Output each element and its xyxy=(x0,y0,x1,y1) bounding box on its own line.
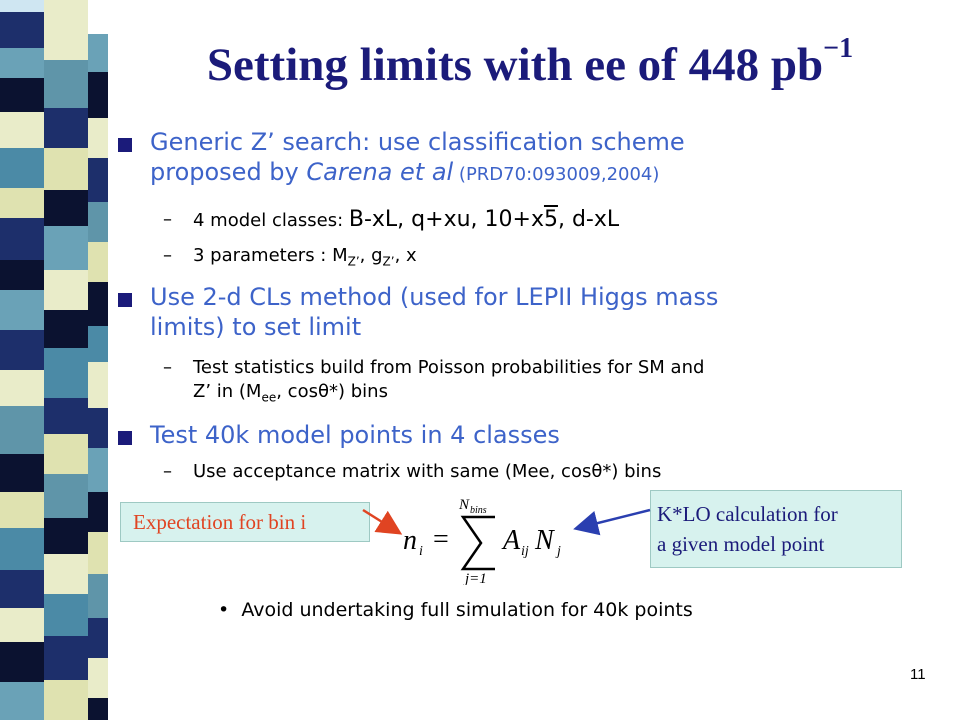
bullet-2-line-2: limits) to set limit xyxy=(150,313,362,341)
bullet-1-line-1: Generic Z’ search: use classification scheme xyxy=(150,128,685,156)
sub-bullet xyxy=(218,599,693,621)
callout-klo-line-2: a given model point xyxy=(657,532,825,556)
formula-A-sub: ij xyxy=(521,544,529,559)
sigma-icon xyxy=(463,517,495,569)
dot-bullet-icon: • xyxy=(218,599,230,621)
bullet-square-icon xyxy=(118,138,132,152)
decorative-stripe xyxy=(0,0,108,720)
formula-equals: = xyxy=(433,524,449,555)
bullet-3-line-1: Test 40k model points in 4 classes xyxy=(150,421,560,449)
formula-N: N xyxy=(535,525,554,556)
bullet-3-sub-1: – Use acceptance matrix with same (Mee, cosθ*) bins xyxy=(163,461,662,482)
slide-title xyxy=(130,33,930,92)
formula xyxy=(395,495,595,585)
bullet-square-icon xyxy=(118,293,132,307)
formula-upper: N xyxy=(459,497,470,513)
bullet-1-line-2: proposed by Carena et al (PRD70:093009,2004) xyxy=(150,158,660,186)
sub-bullet-text: Avoid undertaking full simulation for 40k points xyxy=(241,599,693,621)
callout-klo-line-1: K*LO calculation for xyxy=(657,502,838,526)
slide-title-exponent: −1 xyxy=(823,33,854,65)
dash-marker: – xyxy=(163,461,172,482)
formula-N-sub: j xyxy=(557,544,561,559)
formula-lhs-sub: i xyxy=(419,544,423,559)
callout-klo xyxy=(650,490,902,568)
bullet-1-sub-2: – 3 parameters : $M_{Z’}$, $g_{Z’}$, x xyxy=(163,245,417,269)
bullet-1 xyxy=(150,127,685,190)
bullet-2-line-1: Use 2-d CLs method (used for LEPII Higgs mass xyxy=(150,283,719,311)
bullet-2 xyxy=(150,282,718,342)
dash-marker: – xyxy=(163,209,172,230)
callout-expectation: Expectation for bin i xyxy=(120,502,370,542)
formula-upper-sub: bins xyxy=(470,505,487,516)
bullet-square-icon xyxy=(118,431,132,445)
dash-marker: – xyxy=(163,357,172,378)
formula-lower: j=1 xyxy=(465,571,487,585)
dash-marker: – xyxy=(163,245,172,266)
bullet-1-sub-1: – 4 model classes: B-xL, q+xu, 10+x5, d-xL xyxy=(163,207,620,232)
formula-lhs: n xyxy=(403,525,417,556)
bullet-3 xyxy=(150,420,560,450)
bullet-2-sub-1: – Test statistics build from Poisson probabilities for SM and Z’ in ($M_{ee}$, cosθ*) bins xyxy=(163,357,705,405)
page-number: 11 xyxy=(910,666,926,683)
formula-A: A xyxy=(503,525,521,556)
slide-title-text: Setting limits with ee of 448 pb xyxy=(206,39,824,91)
